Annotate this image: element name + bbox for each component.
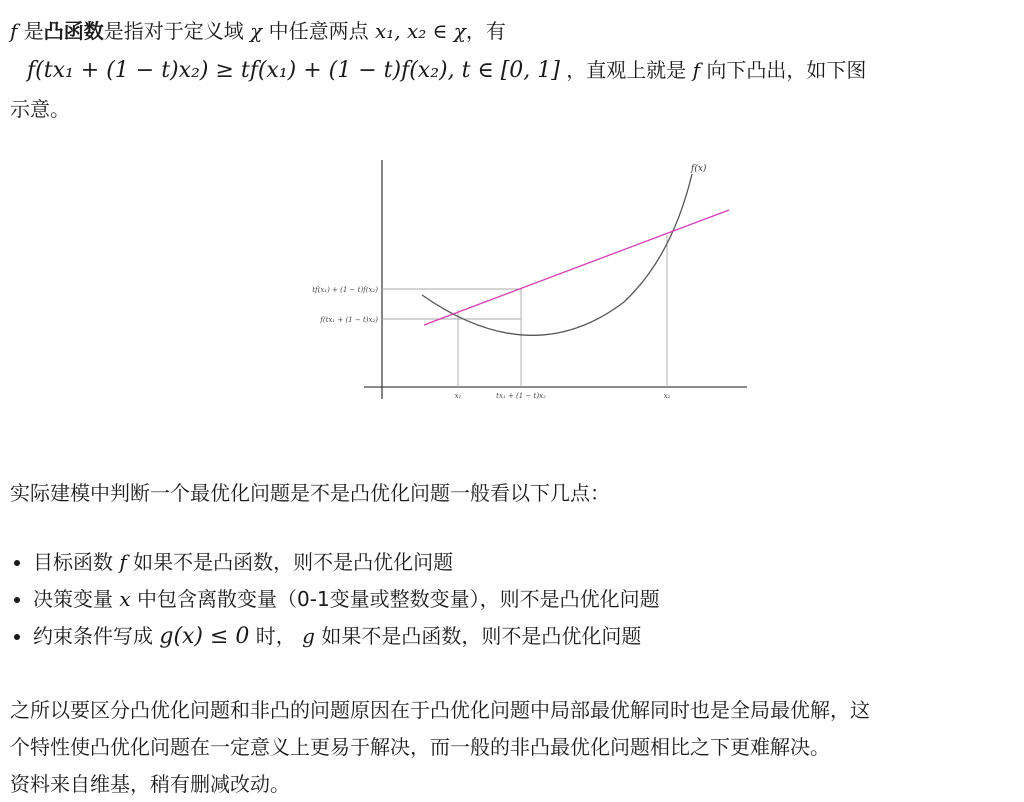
bullet-1-text-b: 如果不是凸函数，则不是凸优化问题 — [133, 550, 454, 574]
formula-line — [27, 56, 866, 85]
intro-line — [10, 17, 506, 45]
function-symbol: f — [10, 19, 18, 43]
curve-label: f(x) — [691, 164, 707, 174]
bullet-2-text-a: 决策变量 — [33, 587, 113, 611]
bullet-3-text-b: 时， — [255, 624, 296, 648]
convex-function-term: 凸函数 — [43, 19, 104, 43]
bullet-3-text-c: 如果不是凸函数，则不是凸优化问题 — [321, 624, 642, 648]
domain-symbol: χ — [250, 19, 263, 43]
bullet-3-symbol: g — [302, 624, 315, 648]
x-label-x1: x₁ — [454, 392, 462, 400]
y-label-upper: tf(x₁) + (1 − t)f(x₂) — [312, 286, 378, 294]
intro-text-1: 是 — [23, 19, 44, 43]
chord-line — [424, 210, 729, 325]
list-item — [10, 619, 660, 656]
convexity-criteria-list — [10, 545, 660, 656]
intro-text-2: 是指对于定义域 — [103, 19, 244, 43]
formula-continuation: 示意。 — [10, 97, 70, 121]
conclusion-line-2: 个特性使凸优化问题在一定意义上更易于解决，而一般的非凸最优化问题相比之下更难解决。 — [10, 735, 830, 759]
bullet-2-symbol: x — [119, 587, 131, 611]
function-symbol-2: f — [692, 58, 700, 82]
bullet-3-text-a: 约束条件写成 — [33, 624, 153, 648]
bullet-1-symbol: f — [119, 550, 127, 574]
x-label-x2: x₂ — [663, 392, 671, 400]
intro-text-3: 中任意两点 — [268, 19, 369, 43]
list-item — [10, 582, 660, 619]
formula-text-a: ，直观上就是 — [566, 58, 687, 82]
source-note: 资料来自维基，稍有删减改动。 — [10, 772, 290, 796]
convexity-inequality: f(tx₁ + (1 − t)x₂) ≥ tf(x₁) + (1 − t)f(x₂), t ∈ [0, 1] — [27, 58, 560, 83]
bullet-2-text-b: 中包含离散变量（0-1变量或整数变量），则不是凸优化问题 — [137, 587, 660, 611]
section-intro: 实际建模中判断一个最优化问题是不是凸优化问题一般看以下几点： — [10, 481, 610, 505]
convex-function-figure — [272, 152, 752, 407]
y-label-lower: f(tx₁ + (1 − t)x₂) — [320, 316, 378, 324]
list-item — [10, 545, 660, 582]
formula-text-b: 向下凸出，如下图 — [706, 58, 867, 82]
x-label-mid: tx₁ + (1 − t)x₂ — [496, 392, 546, 400]
bullet-3-expression: g(x) ≤ 0 — [159, 624, 250, 649]
bullet-1-text-a: 目标函数 — [33, 550, 113, 574]
conclusion-line-1: 之所以要区分凸优化问题和非凸的问题原因在于凸优化问题中局部最优解同时也是全局最优解，这 — [10, 698, 870, 722]
points-expression: x₁, x₂ ∈ χ — [374, 19, 466, 43]
intro-text-4: ，有 — [465, 19, 506, 43]
